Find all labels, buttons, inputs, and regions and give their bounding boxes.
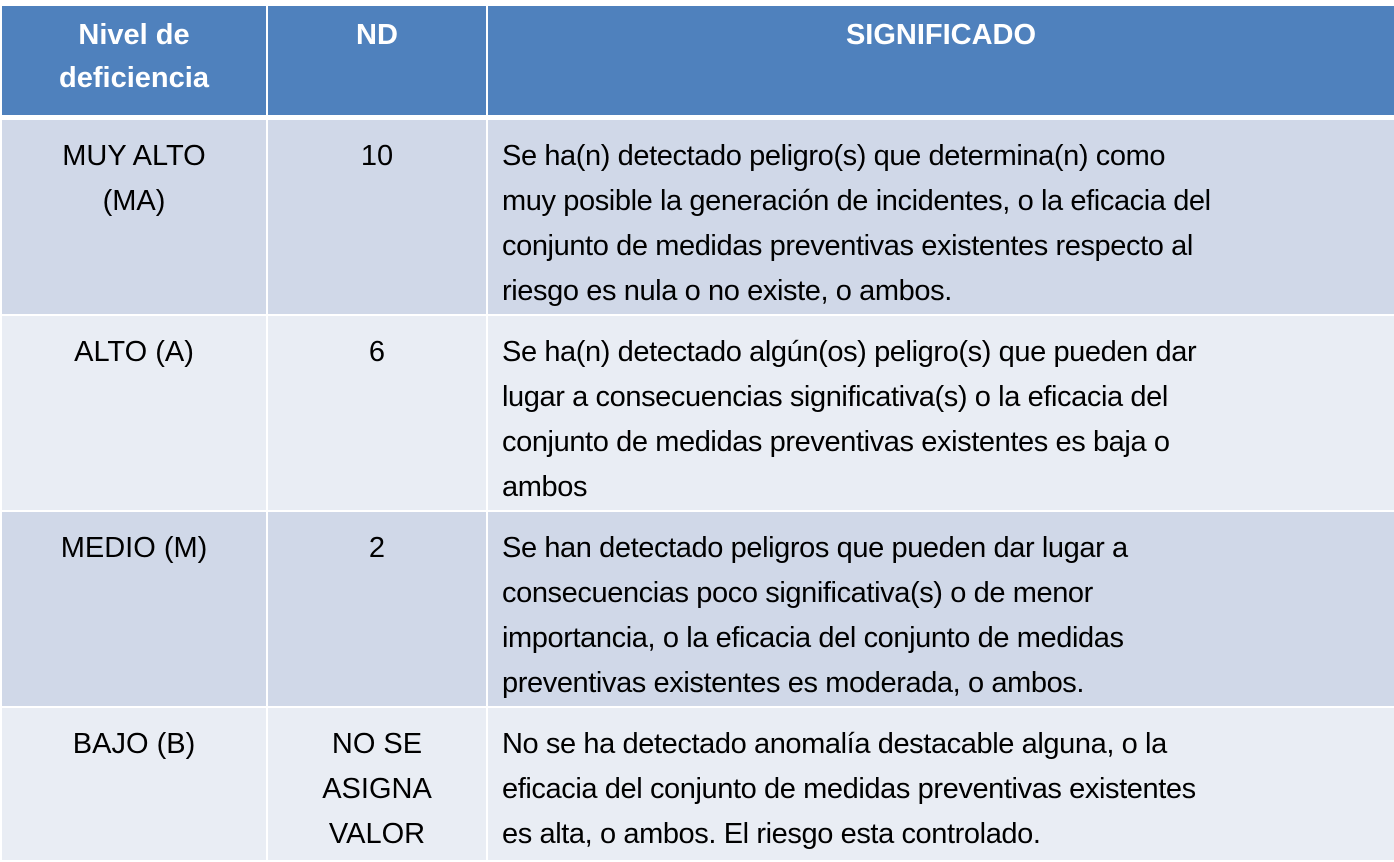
meaning-cell-line: conjunto de medidas preventivas existentes es baja o: [502, 426, 1170, 458]
nd-cell-line: VALOR: [328, 818, 426, 850]
level-cell-line: BAJO (B): [72, 728, 196, 760]
meaning-cell-line: Se ha(n) detectado peligro(s) que determina(n) como: [502, 140, 1166, 172]
meaning-cell-line: lugar a consecuencias significativa(s) o la eficacia del: [502, 381, 1168, 413]
nd-cell: [267, 315, 487, 511]
meaning-cell-line: es alta, o ambos. El riesgo esta controlado.: [502, 818, 1041, 850]
level-cell: [1, 511, 267, 707]
meaning-cell-line: preventivas existentes es moderada, o ambos.: [502, 667, 1085, 699]
meaning-cell-line: muy posible la generación de incidentes, o la eficacia del: [502, 185, 1211, 217]
meaning-cell-line: conjunto de medidas preventivas existentes respecto al: [502, 230, 1193, 262]
level-cell-line: ALTO (A): [74, 336, 194, 368]
header-level-line: Nivel de: [78, 19, 190, 51]
nd-cell-line: ASIGNA: [322, 773, 432, 805]
header-nd: ND: [267, 5, 487, 118]
level-cell: [1, 707, 267, 861]
header-row: [1, 5, 1394, 118]
nd-cell-line: 6: [368, 336, 386, 368]
header-level: [1, 5, 267, 118]
meaning-cell: [487, 315, 1394, 511]
meaning-cell-line: Se ha(n) detectado algún(os) peligro(s) que pueden dar: [502, 336, 1197, 368]
meaning-cell-line: No se ha detectado anomalía destacable alguna, o la: [502, 728, 1167, 760]
meaning-cell: [487, 511, 1394, 707]
level-cell: [1, 315, 267, 511]
meaning-cell-line: consecuencias poco significativa(s) o de menor: [502, 577, 1093, 609]
nd-cell-line: NO SE: [331, 728, 423, 760]
meaning-cell: [487, 118, 1394, 316]
table-row: [1, 118, 1394, 316]
deficiency-level-table: [0, 4, 1394, 862]
meaning-cell: [487, 707, 1394, 861]
table-row: [1, 511, 1394, 707]
nd-cell-line: 10: [360, 140, 394, 172]
meaning-cell-line: eficacia del conjunto de medidas preventivas existentes: [502, 773, 1196, 805]
table-row: [1, 707, 1394, 861]
level-cell-line: (MA): [102, 185, 166, 217]
nd-cell-line: 2: [368, 532, 386, 564]
meaning-cell-line: Se han detectado peligros que pueden dar lugar a: [502, 532, 1128, 564]
meaning-cell-line: riesgo es nula o no existe, o ambos.: [502, 275, 952, 307]
level-cell-line: MUY ALTO: [62, 140, 206, 172]
level-cell-line: MEDIO (M): [60, 532, 208, 564]
header-meaning: SIGNIFICADO: [487, 5, 1394, 118]
level-cell: [1, 118, 267, 316]
nd-cell: [267, 118, 487, 316]
nd-cell: [267, 511, 487, 707]
meaning-cell-line: ambos: [502, 471, 588, 503]
meaning-cell-line: importancia, o la eficacia del conjunto de medidas: [502, 622, 1124, 654]
header-level-line: deficiencia: [59, 62, 209, 94]
table-row: [1, 315, 1394, 511]
nd-cell: [267, 707, 487, 861]
